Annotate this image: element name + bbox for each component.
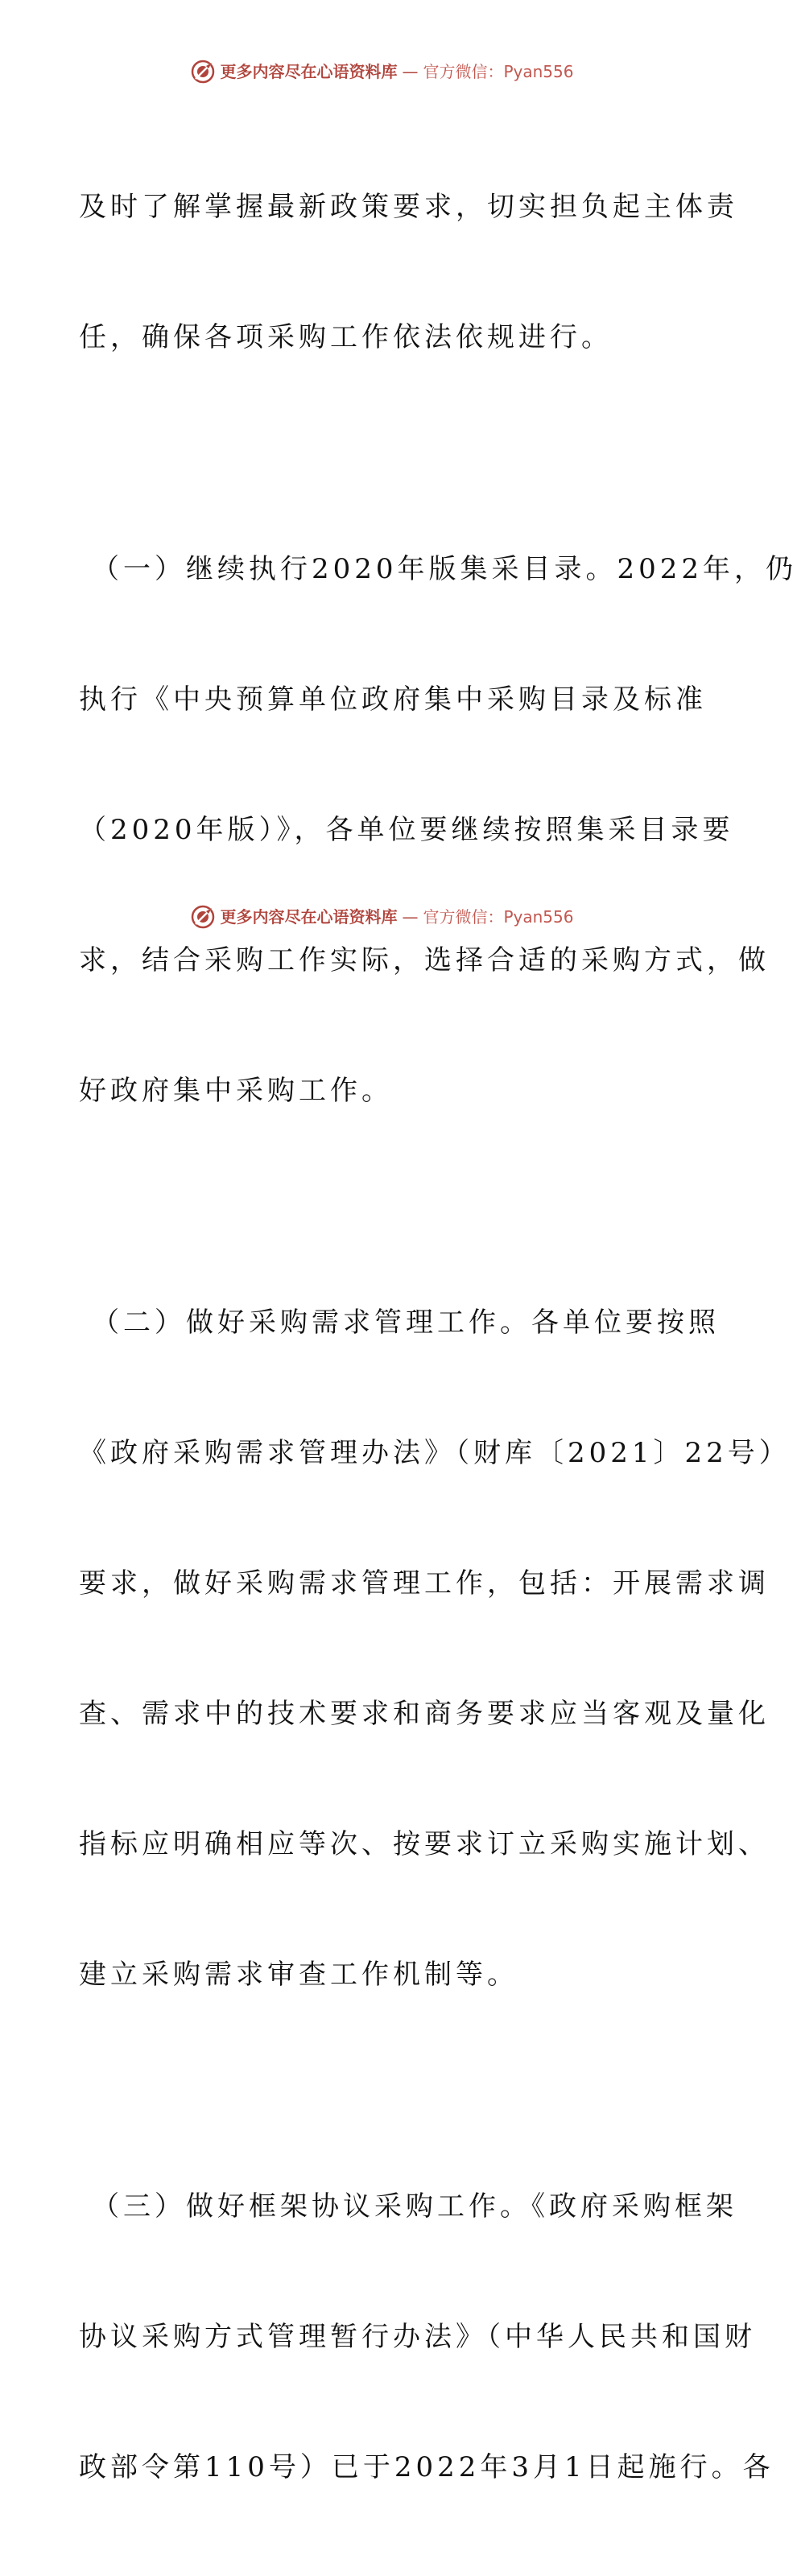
text-line: 及时了解掌握最新政策要求，切实担负起主体责 [79,191,738,223]
text-line: 查、需求中的技术要求和商务要求应当客观及量化 [79,1698,770,1730]
watermark-separator: — [402,62,419,81]
document-body [79,98,797,2576]
document-seal-icon [191,60,215,84]
text-line: （二）做好采购需求管理工作。各单位要按照 [92,1307,720,1339]
text-line: 协议采购方式管理暂行办法》（中华人民共和国财 [79,2321,756,2353]
text-line: 求，结合采购工作实际，选择合适的采购方式，做 [79,944,770,976]
watermark-contact: 官方微信：Pyan556 [423,907,574,927]
text-line: 要求，做好采购需求管理工作，包括：开展需求调 [79,1567,770,1600]
text-line: 执行《中央预算单位政府集中采购目录及标准 [79,683,707,716]
paragraph-section-2 [79,1214,791,2083]
text-line: 建立采购需求审查工作机制等。 [79,1959,518,1991]
text-line: （三）做好框架协议采购工作。《政府采购框架 [92,2190,737,2223]
text-line: （一）继续执行2020年版集采目录。2022年，仍 [92,553,797,585]
document-seal-icon [191,905,215,929]
header-watermark [0,60,765,84]
text-line: 任，确保各项采购工作依法依规进行。 [79,321,613,353]
text-line: 政部令第110号）已于2022年3月1日起施行。各 [79,2451,774,2483]
watermark-contact: 官方微信：Pyan556 [423,62,574,81]
paragraph-section-3 [79,2098,774,2576]
paragraph-section-1 [79,460,797,1199]
paragraph-continuation [79,98,738,446]
text-line: 指标应明确相应等次、按要求订立采购实施计划、 [79,1828,770,1860]
footer-watermark [0,905,765,929]
watermark-separator: — [402,907,419,927]
text-line: 《政府采购需求管理办法》（财库〔2021〕22号） [79,1437,791,1469]
text-line: 好政府集中采购工作。 [79,1075,393,1107]
watermark-brand: 更多内容尽在心语资料库 [220,907,398,927]
text-line: （2020年版）》，各单位要继续按照集采目录要 [79,814,734,846]
watermark-brand: 更多内容尽在心语资料库 [220,62,398,81]
